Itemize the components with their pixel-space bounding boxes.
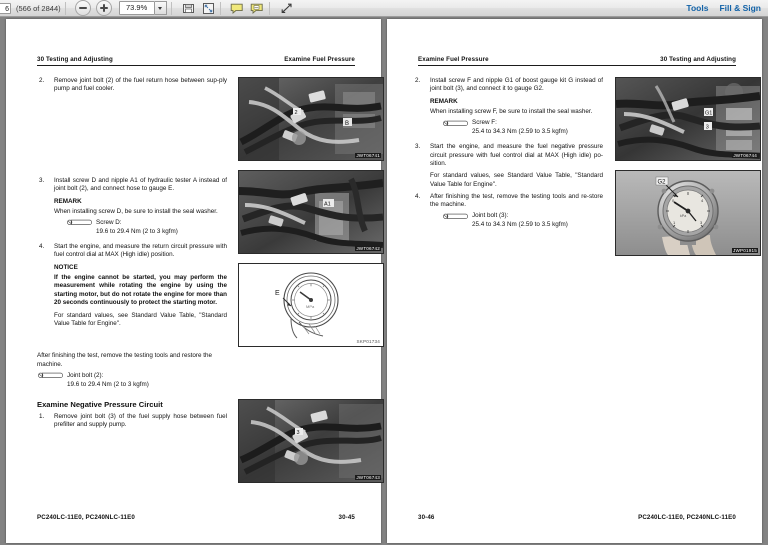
svg-text:E: E (275, 290, 280, 297)
left-page-footer (37, 514, 355, 521)
r-figure-code-2: JWP01915 (733, 248, 757, 253)
fit-width-icon (202, 2, 215, 15)
r-step-3 (413, 143, 603, 188)
zoom-level-input[interactable]: 73.9% (119, 1, 155, 15)
step-2 (37, 77, 227, 94)
svg-text:B: B (345, 121, 350, 127)
footer-right-text: 30-45 (338, 514, 355, 521)
standard-values-text: For standard values, see Standard Value Table, "Standard Value Table for Engine". (54, 311, 227, 327)
torque-wrench-icon-4 (442, 213, 468, 220)
r-joint-bolt-value: 25.4 to 34.3 Nm (2.59 to 3.5 kgfm) (472, 221, 568, 229)
r-remark-text: When installing screw F, be sure to install the seal washer. (430, 108, 593, 116)
remark-text: When installing screw D, be sure to install the seal washer. (54, 207, 218, 215)
svg-text:3: 3 (705, 124, 709, 131)
engine-hose-photo-3 (239, 400, 383, 482)
step-4-text: Start the engine, and measure the return circuit pressure with fuel control dial at MAX (High idle) position. (54, 242, 227, 259)
svg-text:0: 0 (672, 198, 675, 203)
r-joint-bolt-row (442, 212, 603, 220)
right-page-figure-column (615, 77, 761, 256)
gap-4 (37, 328, 227, 352)
joint-bolt-label: Joint bolt (2): (67, 371, 104, 379)
footer-left-text: PC240LC-11E0, PC240NLC-11E0 (37, 514, 135, 521)
figure-code-3: SKP01734 (356, 339, 380, 344)
section-title: Examine Negative Pressure Circuit (37, 399, 163, 409)
figure-fuel-return-hose (238, 77, 384, 161)
r-step-2-number: 2. (415, 77, 421, 84)
toolbar-divider (65, 2, 66, 15)
expand-arrows-icon (280, 2, 293, 15)
fit-page-button[interactable] (181, 1, 196, 16)
zoom-dropdown-button[interactable] (155, 1, 167, 15)
engine-hose-photo-4 (616, 78, 760, 160)
svg-text:MPa: MPa (306, 304, 315, 309)
svg-text:A1: A1 (324, 201, 331, 208)
pdf-page-right (387, 19, 762, 543)
figure-code-4: JWT06743 (356, 475, 380, 480)
svg-text:G1: G1 (705, 110, 713, 117)
r-step-4 (413, 193, 603, 230)
joint-bolt-value: 19.6 to 29.4 Nm (2 to 3 kgfm) (67, 380, 149, 388)
screw-torque-row (66, 219, 227, 227)
fill-and-sign-button[interactable]: Fill & Sign (719, 3, 761, 13)
step-4 (37, 243, 227, 328)
comment-balloon-icon (230, 2, 244, 15)
step-2-number: 2. (39, 77, 45, 84)
r-step-3-text: Start the engine, and measure the fuel negative pressure circuit pressure with fuel control dial at MAX (High idle) po-sition. (430, 143, 603, 167)
svg-text:kPa: kPa (680, 214, 687, 218)
engine-hose-photo-1 (239, 78, 383, 160)
svg-text:4: 4 (701, 198, 704, 203)
right-page-text-column (413, 77, 603, 229)
right-page-footer (418, 514, 736, 521)
pressure-gauge-line-drawing (239, 264, 383, 346)
svg-text:1: 1 (673, 220, 676, 225)
step-4-number: 4. (39, 242, 45, 250)
section-step-1 (37, 413, 227, 430)
svg-text:G2: G2 (657, 179, 666, 186)
header-right-text: Examine Fuel Pressure (284, 56, 355, 63)
section-step-1-text: Remove joint bolt (3) of the fuel supply hose between fuel prefilter and supply pump. (54, 412, 227, 429)
fit-page-icon (182, 2, 195, 15)
notice-text: If the engine cannot be started, you may perform the measurement while rotating the engine by using the starting motor, but do not rotate the engine for more than 20 seconds continuously to protect the starting motor. (54, 274, 227, 307)
section-step-1-number: 1. (39, 412, 45, 420)
minus-circle-icon (79, 7, 87, 9)
remark-label: REMARK (54, 197, 82, 205)
figure-pressure-gauge-drawing (238, 263, 384, 347)
gap-5 (37, 389, 227, 400)
joint-bolt-row (37, 372, 227, 380)
pdf-viewer-canvas[interactable] (0, 17, 768, 545)
gap-2 (37, 236, 227, 243)
header-left-text: 30 Testing and Adjusting (37, 56, 113, 63)
plus-circle-icon-vertical (103, 4, 105, 12)
figure-fuel-supply-hose (238, 399, 384, 483)
figure-gap-3 (238, 347, 384, 399)
toolbar-divider-3 (220, 2, 221, 15)
screw-label: Screw D: (96, 218, 122, 226)
step-2-text: Remove joint bolt (2) of the fuel return hose between sup-ply pump and fuel cooler. (54, 77, 227, 93)
header-right-text-right-page: 30 Testing and Adjusting (660, 56, 736, 63)
figure-gap-2 (238, 254, 384, 263)
r-step-4-number: 4. (415, 192, 421, 200)
torque-wrench-icon (66, 219, 92, 226)
engine-hose-photo-2 (239, 171, 383, 253)
step-3-number: 3. (39, 176, 45, 184)
r-remark-label: REMARK (430, 98, 458, 106)
boost-gauge-photo (616, 171, 760, 255)
highlight-note-icon (250, 2, 264, 15)
figure-gap-1 (238, 161, 384, 170)
notice-label: NOTICE (54, 264, 78, 272)
figure-code-1: JWT06741 (356, 153, 380, 158)
screw-value: 19.6 to 29.4 Nm (2 to 3 kgfm) (96, 227, 178, 235)
after-finishing-text: After finishing the test, remove the testing tools and restore the machine. (37, 352, 213, 368)
footer-right-text-right-page: PC240LC-11E0, PC240NLC-11E0 (638, 514, 736, 521)
gap-1 (37, 94, 227, 177)
torque-wrench-icon-3 (442, 120, 468, 127)
left-page-figure-column (238, 77, 384, 483)
r-step-4-text: After finishing the test, remove the testing tools and re-store the machine. (430, 192, 603, 209)
torque-wrench-icon-2 (37, 372, 63, 379)
figure-hydraulic-tester (238, 170, 384, 254)
figure-boost-gauge-kit (615, 77, 761, 161)
page-count-label: (566 of 2844) (16, 3, 61, 13)
figure-boost-gauge-photo (615, 170, 761, 256)
toolbar-divider-2 (171, 2, 172, 15)
left-page-text-column (37, 77, 227, 429)
toolbar-divider-4 (269, 2, 270, 15)
svg-text:3: 3 (700, 220, 703, 225)
left-page-header (37, 56, 355, 66)
r-screw-label: Screw F: (472, 119, 497, 127)
svg-text:3: 3 (296, 430, 300, 436)
pdf-page-left (6, 19, 381, 543)
comment-button[interactable] (230, 1, 245, 16)
r-standard-values-text: For standard values, see Standard Value Table, "Standard Value Table for Engine". (430, 172, 603, 188)
r-screw-value: 25.4 to 34.3 Nm (2.59 to 3.5 kgfm) (472, 128, 568, 136)
highlight-button[interactable] (250, 1, 265, 16)
fullscreen-button[interactable] (279, 1, 294, 16)
r-figure-code-1: JWT06744 (733, 153, 757, 158)
svg-text:2: 2 (294, 110, 298, 116)
r-step-2-text: Install screw F and nipple G1 of boost gauge kit G instead of joint bolt (3), and connect it to gauge G2. (430, 77, 603, 93)
r-screw-torque-row (442, 119, 603, 127)
footer-left-text-right-page: 30-46 (418, 514, 435, 521)
r-step-2 (413, 77, 603, 136)
step-3-text: Install screw D and nipple A1 of hydraulic tester A instead of joint bolt (2), and connect hose to gauge E. (54, 176, 227, 192)
step-3 (37, 177, 227, 236)
fit-width-button[interactable] (201, 1, 216, 16)
r-step-3-number: 3. (415, 143, 421, 151)
header-left-text-right-page: Examine Fuel Pressure (418, 56, 489, 63)
figure-code-2: JWT06742 (356, 246, 380, 251)
right-page-header (418, 56, 736, 66)
zoom-in-button[interactable] (96, 0, 112, 16)
r-figure-gap-1 (615, 161, 761, 170)
zoom-out-button[interactable] (75, 0, 91, 16)
r-gap-1 (413, 136, 603, 143)
tools-button[interactable]: Tools (686, 3, 709, 13)
pdf-toolbar (0, 0, 768, 17)
r-joint-bolt-label: Joint bolt (3): (472, 212, 509, 220)
page-number-input[interactable]: 6 (0, 3, 11, 14)
